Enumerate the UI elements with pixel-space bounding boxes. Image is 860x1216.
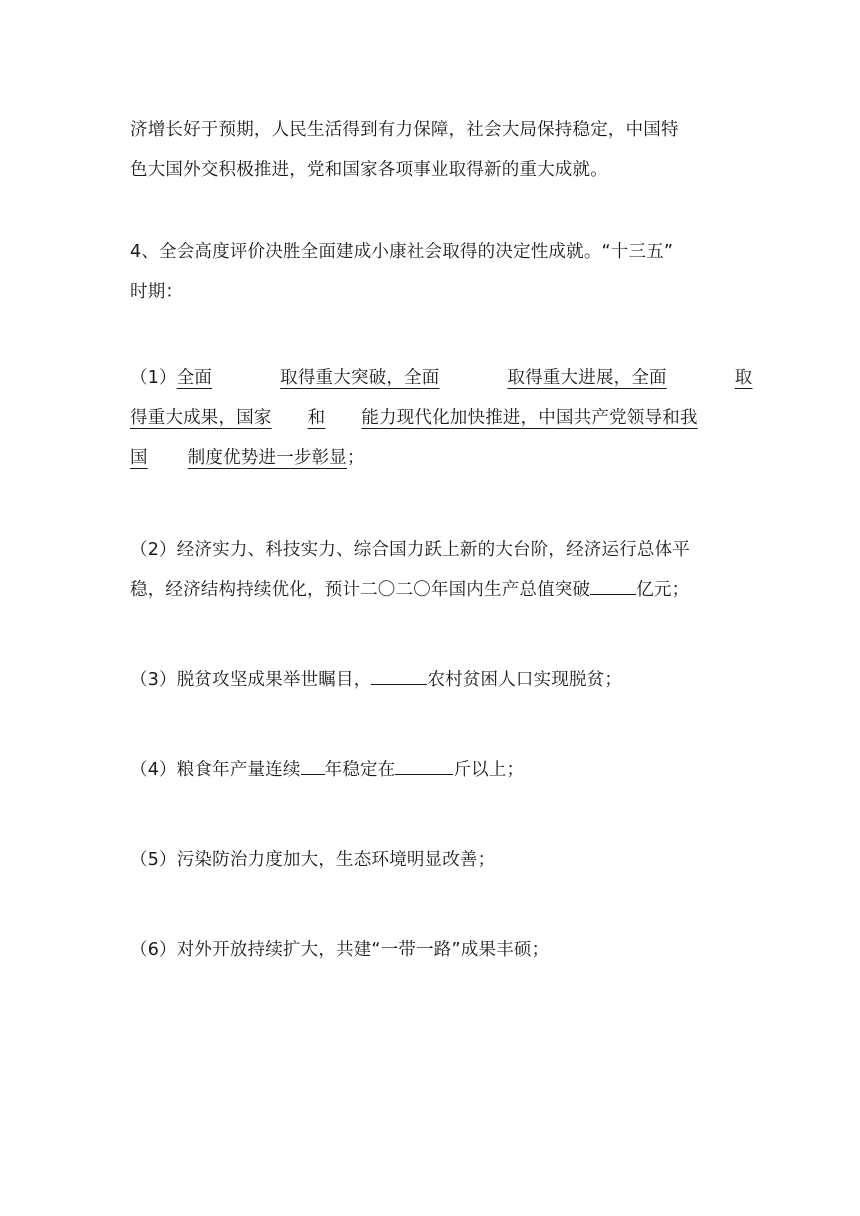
sub-item-3-text-b: 农村贫困人口实现脱贫； bbox=[427, 670, 623, 690]
document-page bbox=[130, 110, 753, 970]
sub-item-1-fill-c: 国 制度优势进一步彰显 bbox=[130, 448, 348, 468]
sub-item-1-line-2 bbox=[130, 398, 730, 438]
sub-item-3-text-a: （3）脱贫攻坚成果举世瞩目， bbox=[130, 670, 372, 690]
item-4-line-1 bbox=[130, 232, 730, 272]
blank-grain-output[interactable] bbox=[395, 756, 453, 775]
sub-item-4-text-a: （4）粮食年产量连续 bbox=[130, 760, 301, 780]
paragraph-top-line-1 bbox=[130, 110, 730, 150]
paragraph-top-text-2: 色大国外交积极推进，党和国家各项事业取得新的重大成就。 bbox=[130, 160, 608, 180]
sub-item-1-fill-b: 得重大成果，国家 和 能力现代化加快推进，中国共产党领导和我 bbox=[130, 408, 698, 428]
paragraph-top-text-1: 济增长好于预期，人民生活得到有力保障，社会大局保持稳定，中国特 bbox=[130, 120, 679, 140]
blank-years[interactable] bbox=[301, 756, 325, 775]
sub-item-1-end: ； bbox=[347, 448, 365, 468]
sub-item-1-line-1 bbox=[130, 358, 753, 398]
item-4-text-2: 时期： bbox=[130, 282, 184, 302]
sub-item-2-text-2b: 亿元； bbox=[636, 580, 690, 600]
sub-item-6-line bbox=[130, 930, 730, 970]
sub-item-6-text: （6）对外开放持续扩大，共建“一带一路”成果丰硕； bbox=[130, 940, 550, 960]
sub-item-4-text-c: 斤以上； bbox=[453, 760, 525, 780]
sub-item-4-text-b: 年稳定在 bbox=[324, 760, 396, 780]
blank-gdp[interactable] bbox=[590, 576, 636, 595]
sub-item-2-line-2 bbox=[130, 570, 730, 610]
sub-item-2-line-1 bbox=[130, 530, 730, 570]
paragraph-top-line-2 bbox=[130, 150, 730, 190]
sub-item-5-line bbox=[130, 840, 730, 880]
sub-item-3-line bbox=[130, 660, 730, 700]
sub-item-1-prefix-and-start bbox=[130, 358, 752, 398]
item-4-line-2 bbox=[130, 272, 730, 312]
sub-item-4-line bbox=[130, 750, 730, 790]
blank-poverty-population[interactable] bbox=[371, 666, 427, 685]
item-4-text-1: 4、全会高度评价决胜全面建成小康社会取得的决定性成就。“十三五” bbox=[130, 242, 674, 262]
sub-item-1-prefix: （1） bbox=[130, 368, 177, 388]
sub-item-1-line-3 bbox=[130, 438, 730, 478]
sub-item-2-text-1: （2）经济实力、科技实力、综合国力跃上新的大台阶，经济运行总体平 bbox=[130, 540, 691, 560]
sub-item-2-text-2a: 稳，经济结构持续优化，预计二〇二〇年国内生产总值突破 bbox=[130, 580, 591, 600]
sub-item-5-text: （5）污染防治力度加大，生态环境明显改善； bbox=[130, 850, 496, 870]
sub-item-1-fill-a: 全面 取得重大突破，全面 取得重大进展，全面 取 bbox=[176, 368, 753, 388]
